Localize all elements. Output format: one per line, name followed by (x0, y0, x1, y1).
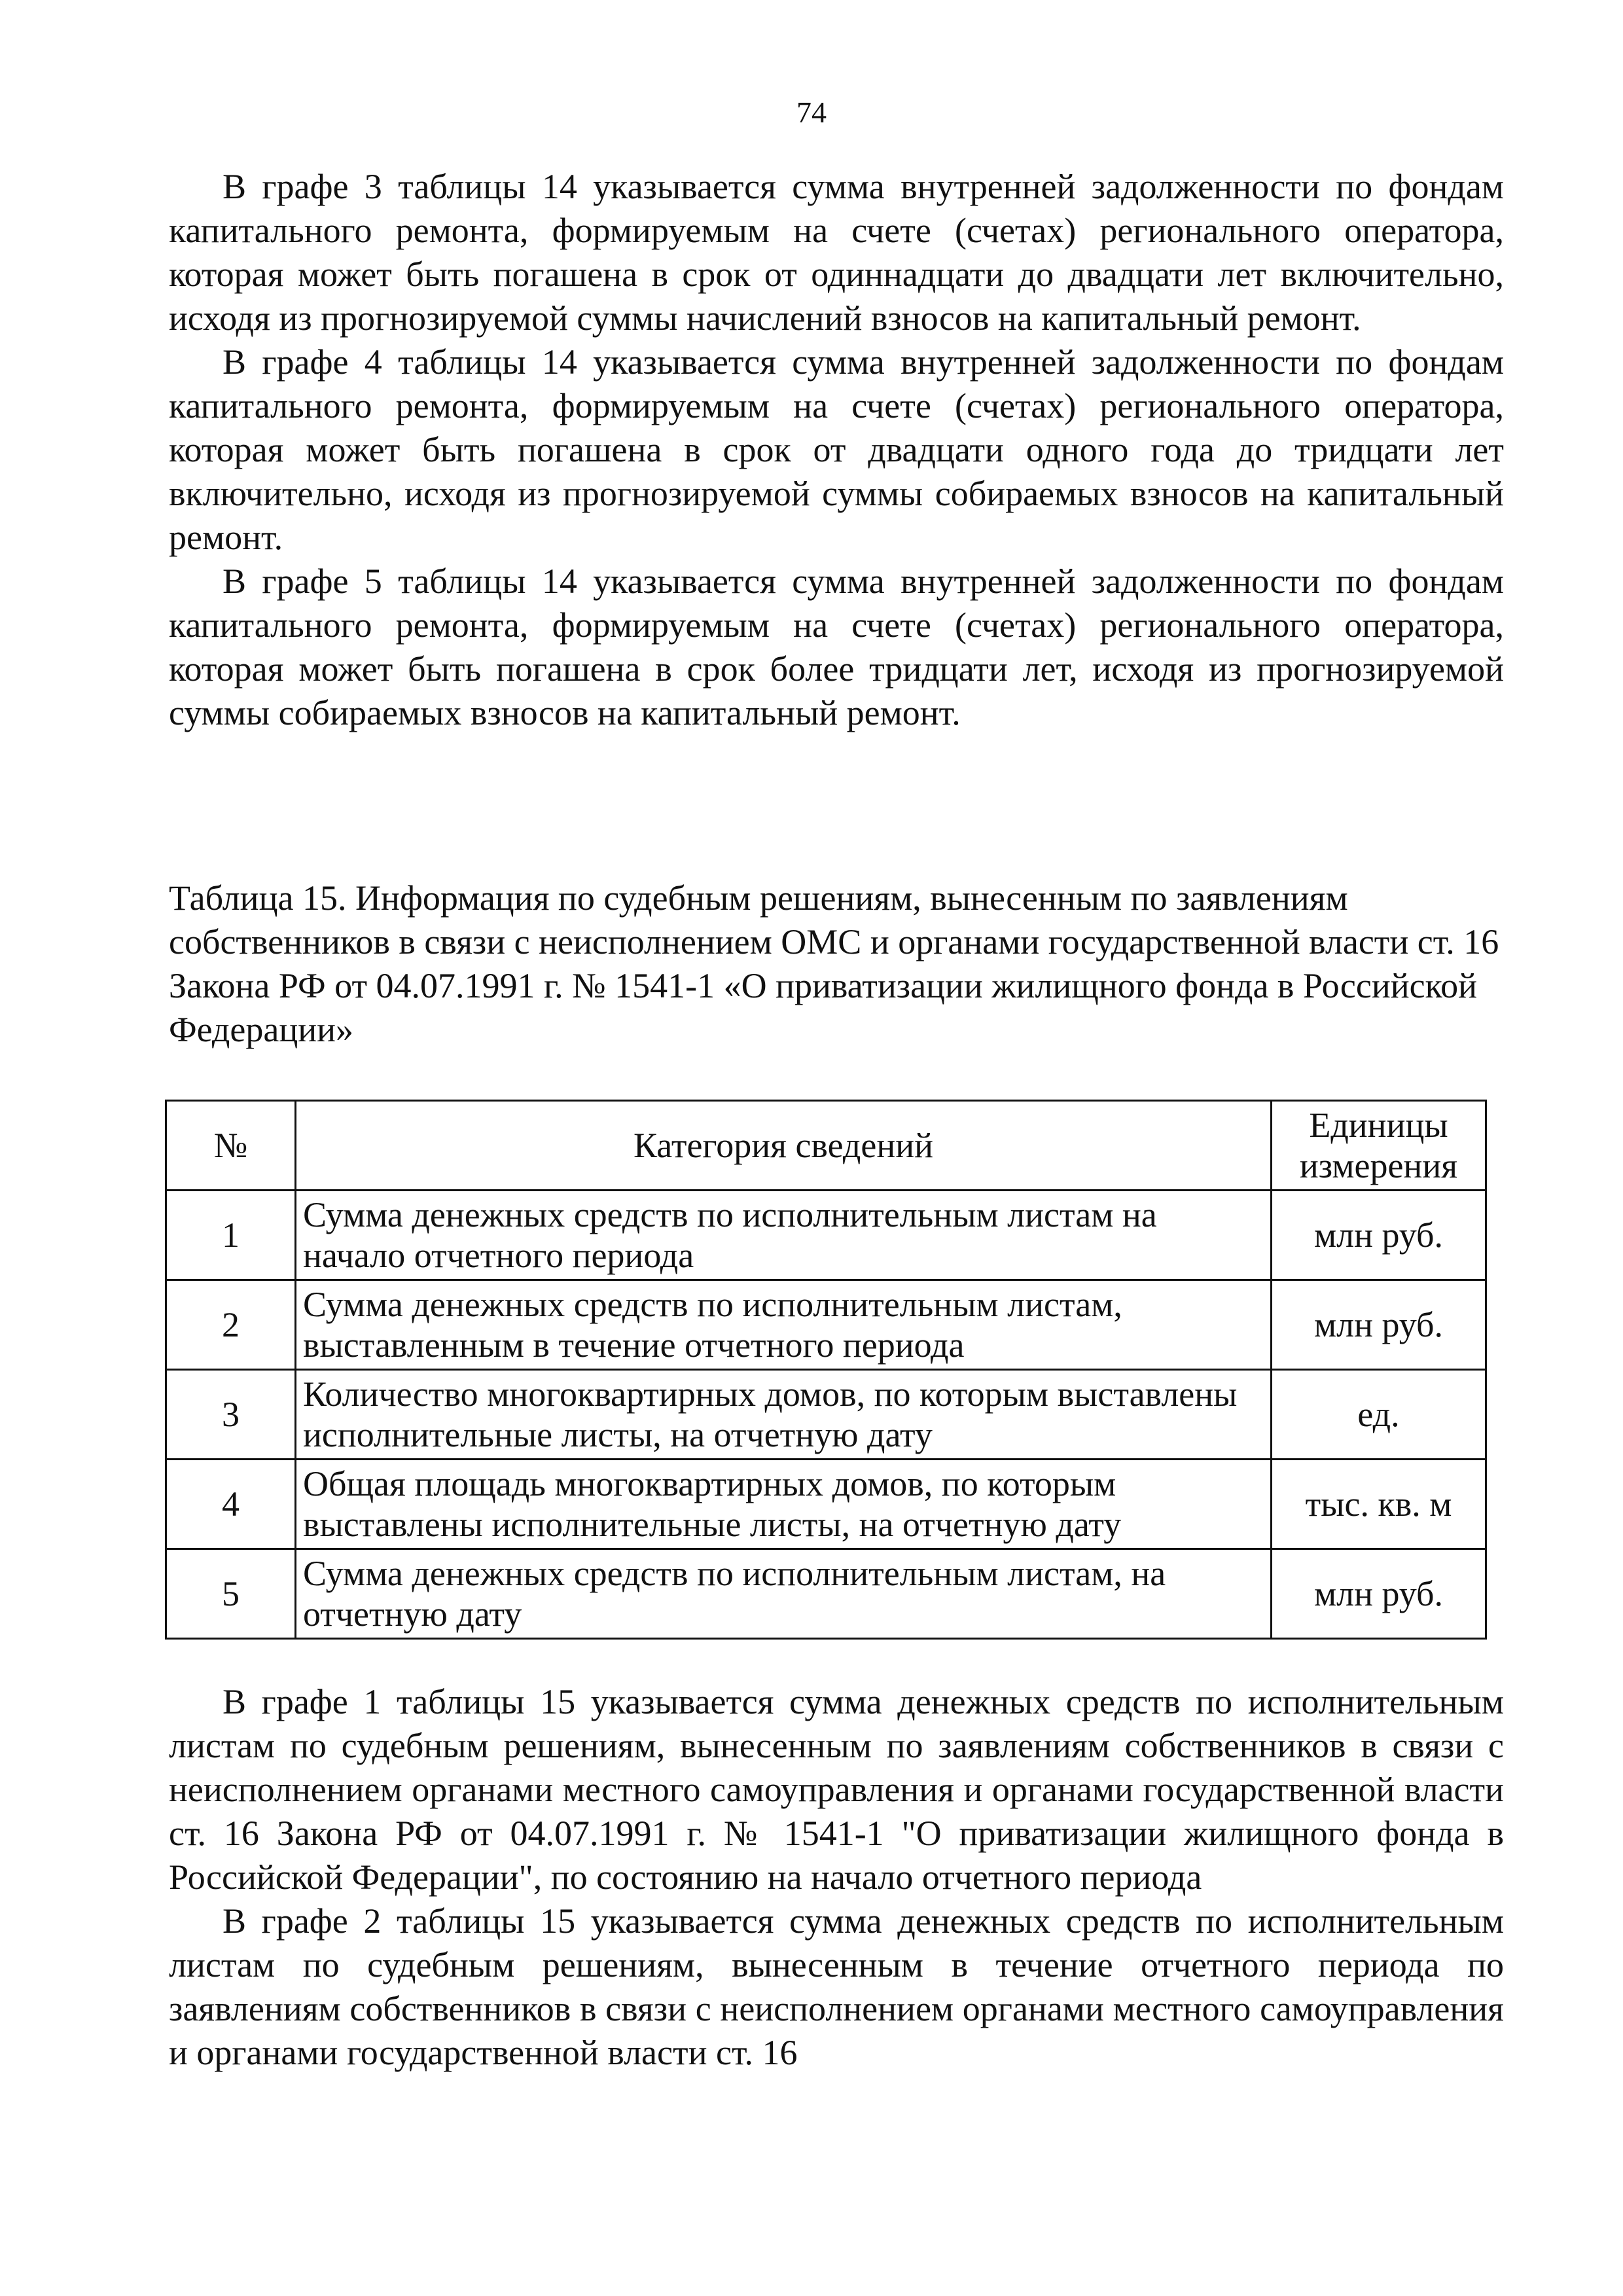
table-header-row (166, 1101, 1486, 1191)
row-unit: млн руб. (1272, 1280, 1486, 1370)
paragraph-table15-column-2: В графе 2 таблицы 15 указывается сумма денежных средств по исполнительным листам по судебным решениям, вынесенным в течение отчетного периода по заявлениям собственников в связи с неисполнением органами местного самоуправления и органами государственной власти ст. 16 (169, 1901, 1504, 2072)
header-unit: Единицы измерения (1272, 1101, 1486, 1191)
header-category: Категория сведений (296, 1101, 1272, 1191)
table-row (166, 1280, 1486, 1370)
paragraph-column-3: В графе 3 таблицы 14 указывается сумма внутренней задолженности по фондам капитального ремонта, формируемым на счете (счетах) регионального оператора, которая может быть погашена в срок от одиннадцати до двадцати лет включительно, исходя из прогнозируемой суммы начислений взносов на капитальный ремонт. (169, 167, 1504, 338)
row-number: 5 (166, 1549, 296, 1639)
paragraph-column-5: В графе 5 таблицы 14 указывается сумма внутренней задолженности по фондам капитального ремонта, формируемым на счете (счетах) регионального оператора, которая может быть погашена в срок более тридцати лет, исходя из прогнозируемой суммы собираемых взносов на капитальный ремонт. (169, 562, 1504, 732)
table-row (166, 1549, 1486, 1639)
table-row (166, 1370, 1486, 1460)
row-unit: млн руб. (1272, 1191, 1486, 1280)
row-number: 3 (166, 1370, 296, 1460)
row-category: Сумма денежных средств по исполнительным листам, на отчетную дату (296, 1549, 1272, 1639)
row-number: 2 (166, 1280, 296, 1370)
header-number: № (166, 1101, 296, 1191)
row-category: Количество многоквартирных домов, по которым выставлены исполнительные листы, на отчетную дату (296, 1370, 1272, 1460)
row-category: Сумма денежных средств по исполнительным листам, выставленным в течение отчетного периода (296, 1280, 1272, 1370)
table-row (166, 1460, 1486, 1549)
intro-text (169, 165, 1504, 735)
row-category: Сумма денежных средств по исполнительным листам на начало отчетного периода (296, 1191, 1272, 1280)
row-unit: млн руб. (1272, 1549, 1486, 1639)
explanation-text (169, 1680, 1504, 2075)
court-decisions-table (165, 1100, 1487, 1640)
page-number: 74 (796, 96, 827, 129)
paragraph-column-4: В графе 4 таблицы 14 указывается сумма внутренней задолженности по фондам капитального ремонта, формируемым на счете (счетах) регионального оператора, которая может быть погашена в срок от двадцати одного года до тридцати лет включительно, исходя из прогнозируемой суммы собираемых взносов на капитальный ремонт. (169, 342, 1504, 557)
row-category: Общая площадь многоквартирных домов, по которым выставлены исполнительные листы, на отчетную дату (296, 1460, 1272, 1549)
paragraph-table15-column-1: В графе 1 таблицы 15 указывается сумма денежных средств по исполнительным листам по судебным решениям, вынесенным по заявлениям собственников в связи с неисполнением органами местного самоуправления и органами государственной власти ст. 16 Закона РФ от 04.07.1991 г. № 1541-1 "О приватизации жилищного фонда в Российской Федерации", по состоянию на начало отчетного периода (169, 1682, 1504, 1897)
row-number: 1 (166, 1191, 296, 1280)
row-unit: тыс. кв. м (1272, 1460, 1486, 1549)
row-number: 4 (166, 1460, 296, 1549)
row-unit: ед. (1272, 1370, 1486, 1460)
table-caption: Таблица 15. Информация по судебным решениям, вынесенным по заявлениям собственников в связи с неисполнением ОМС и органами государственной власти ст. 16 Закона РФ от 04.07.1991 г. № 1541-1 «О приватизации жилищного фонда в Российской Федерации» (169, 878, 1499, 1049)
table-row (166, 1191, 1486, 1280)
